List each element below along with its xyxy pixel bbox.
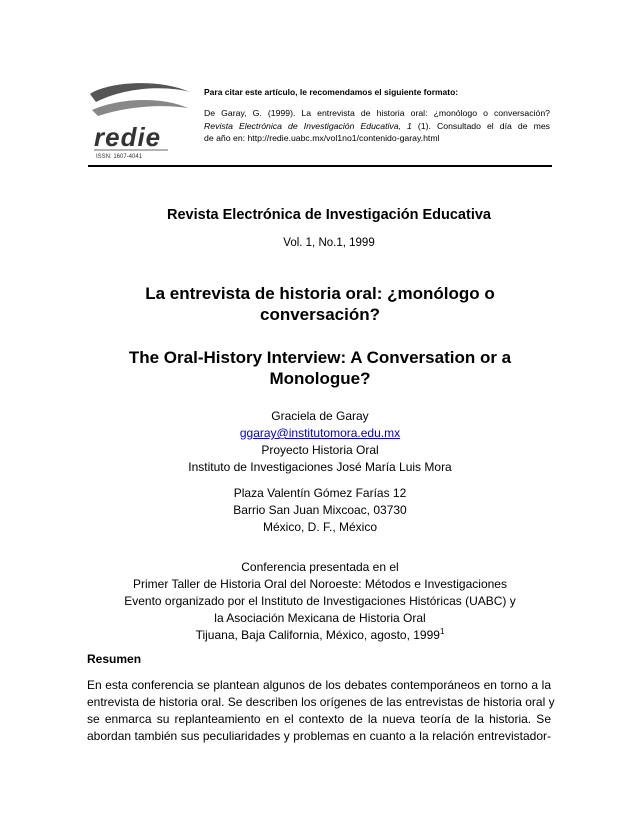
conference-line: Evento organizado por el Instituto de Investigaciones Históricas (UABC) y (124, 594, 516, 608)
conference-line: Primer Taller de Historia Oral del Noroeste: Métodos e Investigaciones (133, 577, 507, 591)
citation-line (204, 120, 550, 133)
redie-logo (88, 80, 192, 164)
address-line: México, D. F., México (262, 520, 378, 534)
conference-line: la Asociación Mexicana de Historia Oral (214, 611, 426, 625)
author-block (0, 408, 638, 476)
header-divider (88, 165, 552, 167)
conference-line: Conferencia presentada en el (241, 560, 399, 574)
address-block (0, 485, 638, 536)
conference-line (0, 627, 638, 644)
title-english-line: Monologue? (269, 369, 371, 388)
title-spanish-line: conversación? (260, 305, 380, 324)
author-project: Proyecto Historia Oral (261, 443, 379, 457)
conference-block (0, 559, 638, 644)
citation-journal-italic: Revista Electrónica de Investigación Educativa, 1 (204, 120, 412, 131)
citation-body (204, 107, 550, 145)
citation-line: de año en: http://redie.uabc.mx/vol1no1/contenido-garay.html (204, 133, 440, 143)
abstract-line: entrevista de historia oral. Se describen los orígenes de las entrevistas de historia oral y (87, 695, 555, 709)
title-english-line: The Oral-History Interview: A Conversation or a (128, 348, 512, 367)
author-institute: Instituto de Investigaciones José María Luis Mora (188, 460, 452, 474)
author-name: Graciela de Garay (271, 409, 369, 423)
abstract-line: En esta conferencia se plantean algunos de los debates contemporáneos en torno a la (87, 678, 551, 692)
conference-place-date: Tijuana, Baja California, México, agosto, 1999 (195, 628, 440, 642)
logo-issn: ISSN: 1607-4041 (96, 154, 143, 160)
abstract-heading: Resumen (87, 652, 142, 666)
logo-wordmark: redie (94, 122, 162, 152)
citation-line-rest: (1). Consultado el día de mes (411, 120, 550, 131)
abstract-body (87, 677, 555, 745)
journal-volume: Vol. 1, No.1, 1999 (283, 237, 375, 249)
citation-line: De Garay, G. (1999). La entrevista de historia oral: ¿monólogo o conversación? (204, 108, 550, 118)
logo-swoosh-shape (90, 83, 190, 102)
journal-name: Revista Electrónica de Investigación Educativa (167, 207, 491, 223)
title-spanish-line: La entrevista de historia oral: ¿monólogo o (145, 284, 495, 303)
abstract-line: abordan también sus peculiaridades y problemas en cuanto a la relación entrevistador- (87, 729, 551, 743)
footnote-marker[interactable]: 1 (439, 627, 445, 636)
logo-swoosh-shape (92, 100, 188, 116)
redie-logo-graphic (88, 80, 192, 164)
address-line: Plaza Valentín Gómez Farías 12 (233, 486, 407, 500)
citation-heading: Para citar este artículo, le recomendamos el siguiente formato: (204, 87, 459, 97)
abstract-line: se enmarca su replanteamiento en el contexto de la nueva teoría de la historia. Se (87, 712, 551, 726)
address-line: Barrio San Juan Mixcoac, 03730 (233, 503, 407, 517)
author-email-link[interactable]: ggaray@institutomora.edu.mx (239, 426, 401, 440)
title-spanish (0, 283, 638, 325)
title-english (0, 347, 638, 389)
